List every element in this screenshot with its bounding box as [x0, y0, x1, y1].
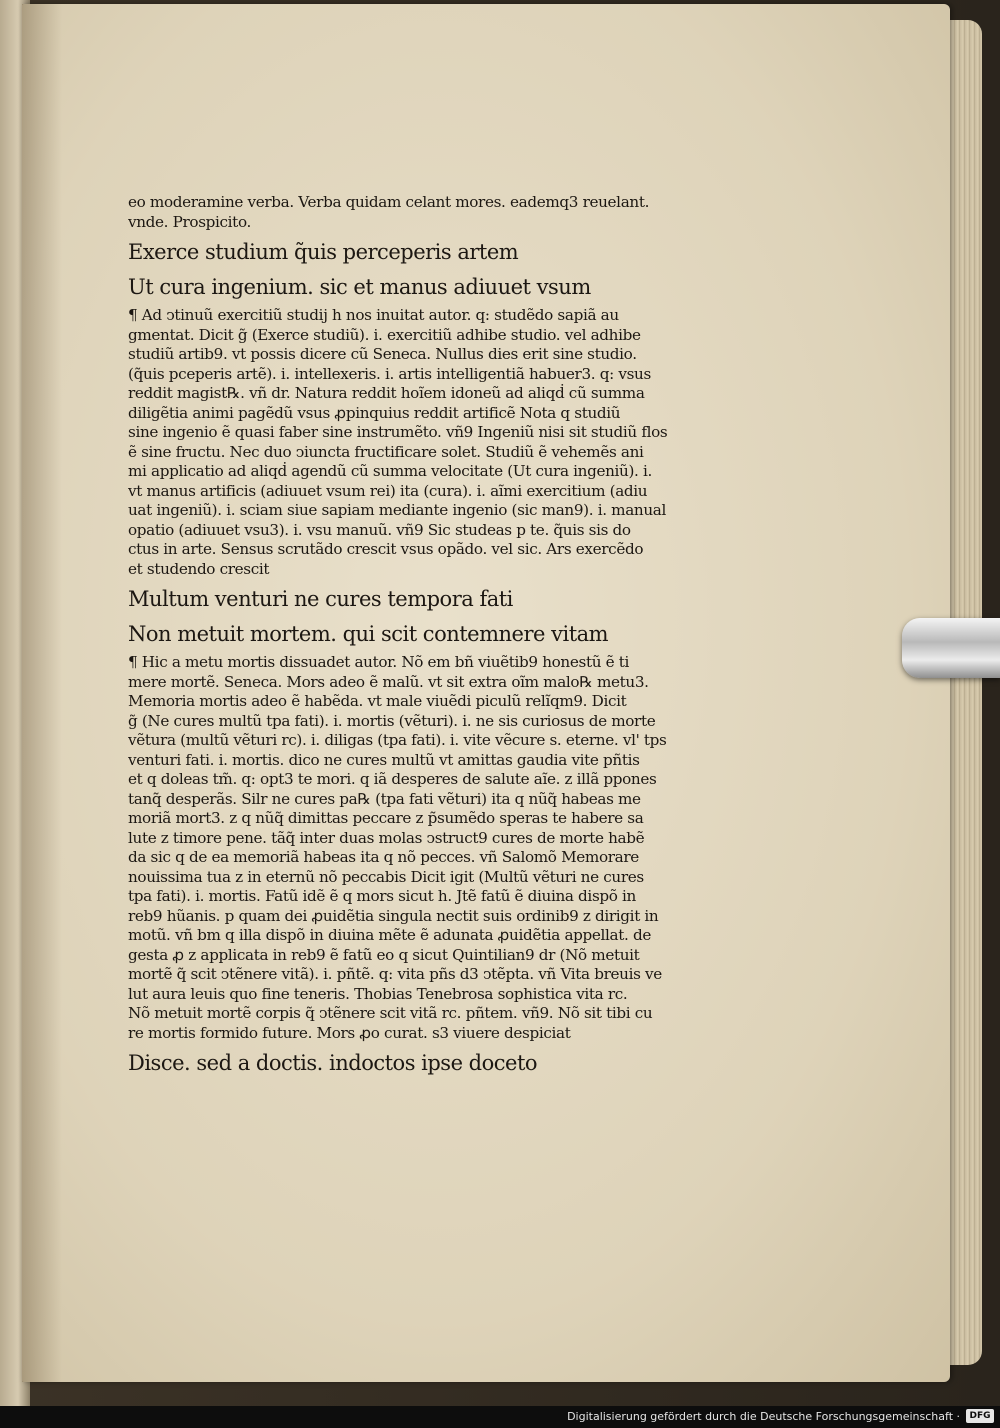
- incunable-text-block: [128, 193, 713, 1082]
- text-line: venturi fati. i. mortis. dico ne cures multũ vt amittas gaudia vite pñtis: [128, 750, 640, 769]
- text-line: reb9 hũanis. p quam dei ꝓuidẽtia singula nectit suis ordinib9 z dirigit in: [128, 906, 659, 925]
- text-line: eo moderamine verba. Verba quidam celant mores. eademq3 reuelant.: [128, 193, 650, 211]
- commentary-paragraph-3: [128, 653, 713, 1043]
- text-line: ¶ Hic a metu mortis dissuadet autor. Nõ em bñ viuẽtib9 honestũ ẽ ti: [128, 653, 629, 671]
- gutter-shadow: [22, 4, 62, 1382]
- text-line: ¶ Ad ↄtinuũ exercitiũ studij h nos inuitat autor. q: studẽdo sapiã au: [128, 306, 619, 324]
- funding-credit: Digitalisierung gefördert durch die Deutsche Forschungsgemeinschaft ·: [567, 1410, 960, 1423]
- text-line: gmentat. Dicit g̃ (Exerce studiũ). i. exercitiũ adhibe studio. vel adhibe: [128, 325, 641, 344]
- text-line: mere mortẽ. Seneca. Mors adeo ẽ malũ. vt sit extra oĩm malo℞ metu3.: [128, 672, 649, 691]
- text-line: vt manus artificis (adiuuet vsum rei) ita (cura). i. aĩmi exercitium (adiu: [128, 481, 648, 500]
- text-line: nouissima tua z in eternũ nõ peccabis Dicit igit (Multũ vẽturi ne cures: [128, 867, 644, 886]
- text-line: lute z timore pene. tãq̃ inter duas molas ↄstruct9 cures de morte habẽ: [128, 828, 645, 847]
- paragraph-1: [128, 193, 713, 232]
- verse-4: Non metuit mortem. qui scit contemnere vitam: [128, 622, 609, 646]
- text-line: g̃ (Ne cures multũ tpa fati). i. mortis (vẽturi). i. ne sis curiosus de morte: [128, 711, 656, 730]
- text-line: ctus in arte. Sensus scrutãdo crescit vsus opãdo. vel sic. Ars exercẽdo: [128, 540, 644, 558]
- text-line: mortẽ q̃ scit ↄtẽnere vitã). i. pñtẽ. q: vita pñs d3 ↄtẽpta. vñ Vita breuis ve: [128, 965, 662, 983]
- text-line: tanq̃ desperãs. Silr ne cures pa℞ (tpa fati vẽturi) ita q nũq̃ habeas me: [128, 789, 641, 808]
- commentary-paragraph-2: [128, 306, 713, 579]
- digitization-footer: [0, 1406, 1000, 1428]
- verse-1: Exerce studium q̃uis perceperis artem: [128, 240, 519, 264]
- text-line: et studendo crescit: [128, 559, 270, 578]
- text-line: vẽtura (multũ vẽturi rc). i. diligas (tpa fati). i. vite vẽcure s. eterne. vl' tps: [128, 731, 667, 749]
- text-line: mi applicatio ad aliqḋ agendũ cũ summa velocitate (Ut cura ingeniũ). i.: [128, 462, 652, 480]
- text-line: reddit magist℞. vñ dr. Natura reddit hoĩem idoneũ ad aliqḋ cũ summa: [128, 384, 645, 402]
- verse-5: Disce. sed a doctis. indoctos ipse doceto: [128, 1051, 538, 1075]
- verse-3: Multum venturi ne cures tempora fati: [128, 587, 513, 611]
- dfg-logo: DFG: [966, 1409, 994, 1423]
- text-line: et q doleas tm̃. q: opt3 te mori. q iã desperes de salute aĩe. z illã ppones: [128, 770, 657, 788]
- text-line: da sic q de ea memoriã habeas ita q nõ pecces. vñ Salomõ Memorare: [128, 848, 639, 866]
- text-line: vnde. Prospicito.: [128, 212, 251, 231]
- text-line: studiũ artib9. vt possis dicere cũ Seneca. Nullus dies erit sine studio.: [128, 345, 637, 363]
- text-line: diligẽtia animi pagẽdũ vsus ꝓpinquius reddit artificẽ Nota q studiũ: [128, 403, 621, 422]
- text-line: lut aura leuis quo fine teneris. Thobias Tenebrosa sophistica vita rc.: [128, 984, 628, 1003]
- text-line: Memoria mortis adeo ẽ habẽda. vt male viuẽdi piculũ relĩqm9. Dicit: [128, 692, 627, 710]
- text-line: re mortis formido future. Mors ꝓo curat. s3 viuere despiciat: [128, 1023, 571, 1042]
- text-line: sine ingenio ẽ quasi faber sine instrumẽto. vñ9 Ingeniũ nisi sit studiũ flos: [128, 423, 668, 441]
- text-line: opatio (adiuuet vsu3). i. vsu manuũ. vñ9 Sic studeas p te. q̃uis sis do: [128, 520, 631, 539]
- text-line: Nõ metuit mortẽ corpis q̃ ↄtẽnere scit vitã rc. pñtem. vñ9. Nõ sit tibi cu: [128, 1004, 653, 1022]
- text-line: uat ingeniũ). i. sciam siue sapiam mediante ingenio (sic man9). i. manual: [128, 501, 666, 519]
- text-line: gesta ꝓ z applicata in reb9 ẽ fatũ eo q sicut Quintilian9 dr (Nõ metuit: [128, 945, 640, 964]
- verse-2: Ut cura ingenium. sic et manus adiuuet vsum: [128, 275, 591, 299]
- text-line: ẽ sine fructu. Nec duo ↄiuncta fructificare solet. Studiũ ẽ vehemẽs ani: [128, 442, 644, 461]
- text-line: tpa fati). i. mortis. Fatũ idẽ ẽ q mors sicut h. Jtẽ fatũ ẽ diuina dispõ in: [128, 887, 636, 905]
- text-line: moriã mort3. z q nũq̃ dimittas peccare z p̃sumẽdo speras te habere sa: [128, 809, 644, 827]
- text-line: (q̃uis pceperis artẽ). i. intellexeris. i. artis intelligentiã habuer3. q: vsus: [128, 364, 651, 383]
- text-line: motũ. vñ bm q illa dispõ in diuina mẽte ẽ adunata ꝓuidẽtia appellat. de: [128, 926, 651, 944]
- page-clip: [902, 618, 1000, 678]
